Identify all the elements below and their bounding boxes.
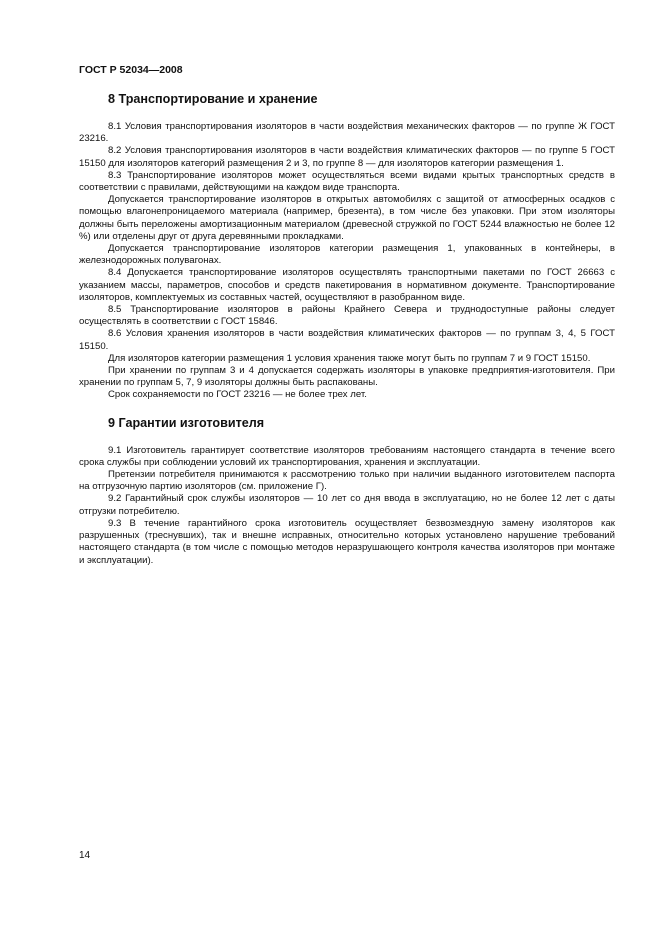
paragraph-8-3: 8.3 Транспортирование изоляторов может осуществляться всеми видами крытых транспортных средств в соответствии с правилами, действующими на каждом виде транспорта. (79, 169, 615, 194)
paragraph-8-2: 8.2 Условия транспортирования изоляторов в части воздействия климатических факторов — по группе 5 ГОСТ 15150 для изоляторов категорий размещения 2 и 3, по группе 8 — для изоляторов категории размещения 1. (79, 145, 615, 169)
paragraph-9-1-claims: Претензии потребителя принимаются к рассмотрению только при наличии выданного изготовителем паспорта на отгрузочную партию изоляторов (см. приложение Г). (79, 469, 615, 493)
paragraph-8-4: 8.4 Допускается транспортирование изоляторов осуществлять транспортными пакетами по ГОСТ 26663 с указанием массы, параметров, способов и средств пакетирования в нормативном документе. Транспортирование изоляторов, комплектуемых из составных частей, осуществляют в разобранном виде. (79, 267, 615, 303)
page-number: 14 (79, 850, 91, 861)
paragraph-9-3: 9.3 В течение гарантийного срока изготовитель осуществляет безвозмездную замену изоляторов как разрушенных (треснувших), так и внешне исправных, относительно которых установлено нарушение требований настоящего стандарта (в том числе с помощью методов неразрушающего контроля качества изоляторов при монтаже и эксплуатации). (79, 517, 615, 566)
paragraph-8-3-open-transport: Допускается транспортирование изоляторов в открытых автомобилях с защитой от атмосферных осадков с помощью влагонепроницаемого материала (например, брезента), в том числе без упаковки. При этом изоляторы должны быть переложены амортизационным материалом (древесной стружкой по ГОСТ 5244 влажностью не более 12 %) или отделены друг от друга деревянными прокладками. (79, 194, 615, 242)
paragraph-8-6-category-1: Для изоляторов категории размещения 1 условия хранения также могут быть по группам 7 и 9 ГОСТ 15150. (108, 352, 591, 364)
document-header: ГОСТ Р 52034—2008 (79, 64, 183, 76)
paragraph-8-3-railway: Допускается транспортирование изоляторов категории размещения 1, упакованных в контейнеры, в железнодорожных полувагонах. (79, 243, 615, 267)
paragraph-9-1: 9.1 Изготовитель гарантирует соответствие изоляторов требованиям настоящего стандарта в течение всего срока службы при соблюдении условий их транспортирования, хранения и эксплуатации. (79, 444, 615, 468)
paragraph-8-6: 8.6 Условия хранения изоляторов в части воздействия климатических факторов — по группам 3, 4, 5 ГОСТ 15150. (79, 328, 615, 352)
paragraph-8-1: 8.1 Условия транспортирования изоляторов в части воздействия механических факторов — по группе Ж ГОСТ 23216. (79, 121, 615, 145)
paragraph-8-6-packaging: При хранении по группам 3 и 4 допускается содержать изоляторы в упаковке предприятия-изготовителя. При хранении по группам 5, 7, 9 изоляторы должны быть распакованы. (79, 365, 615, 389)
section-8-title: 8 Транспортирование и хранение (108, 92, 318, 106)
section-9-title: 9 Гарантии изготовителя (108, 415, 265, 430)
page-content (79, 92, 615, 567)
paragraph-9-2: 9.2 Гарантийный срок службы изоляторов — 10 лет со дня ввода в эксплуатацию, но не более 12 лет с даты отгрузки потребителю. (79, 493, 615, 517)
paragraph-8-6-shelf-life: Срок сохраняемости по ГОСТ 23216 — не более трех лет. (108, 389, 367, 401)
paragraph-8-5: 8.5 Транспортирование изоляторов в районы Крайнего Севера и труднодоступные районы следует осуществлять в соответствии с ГОСТ 15846. (79, 304, 615, 328)
